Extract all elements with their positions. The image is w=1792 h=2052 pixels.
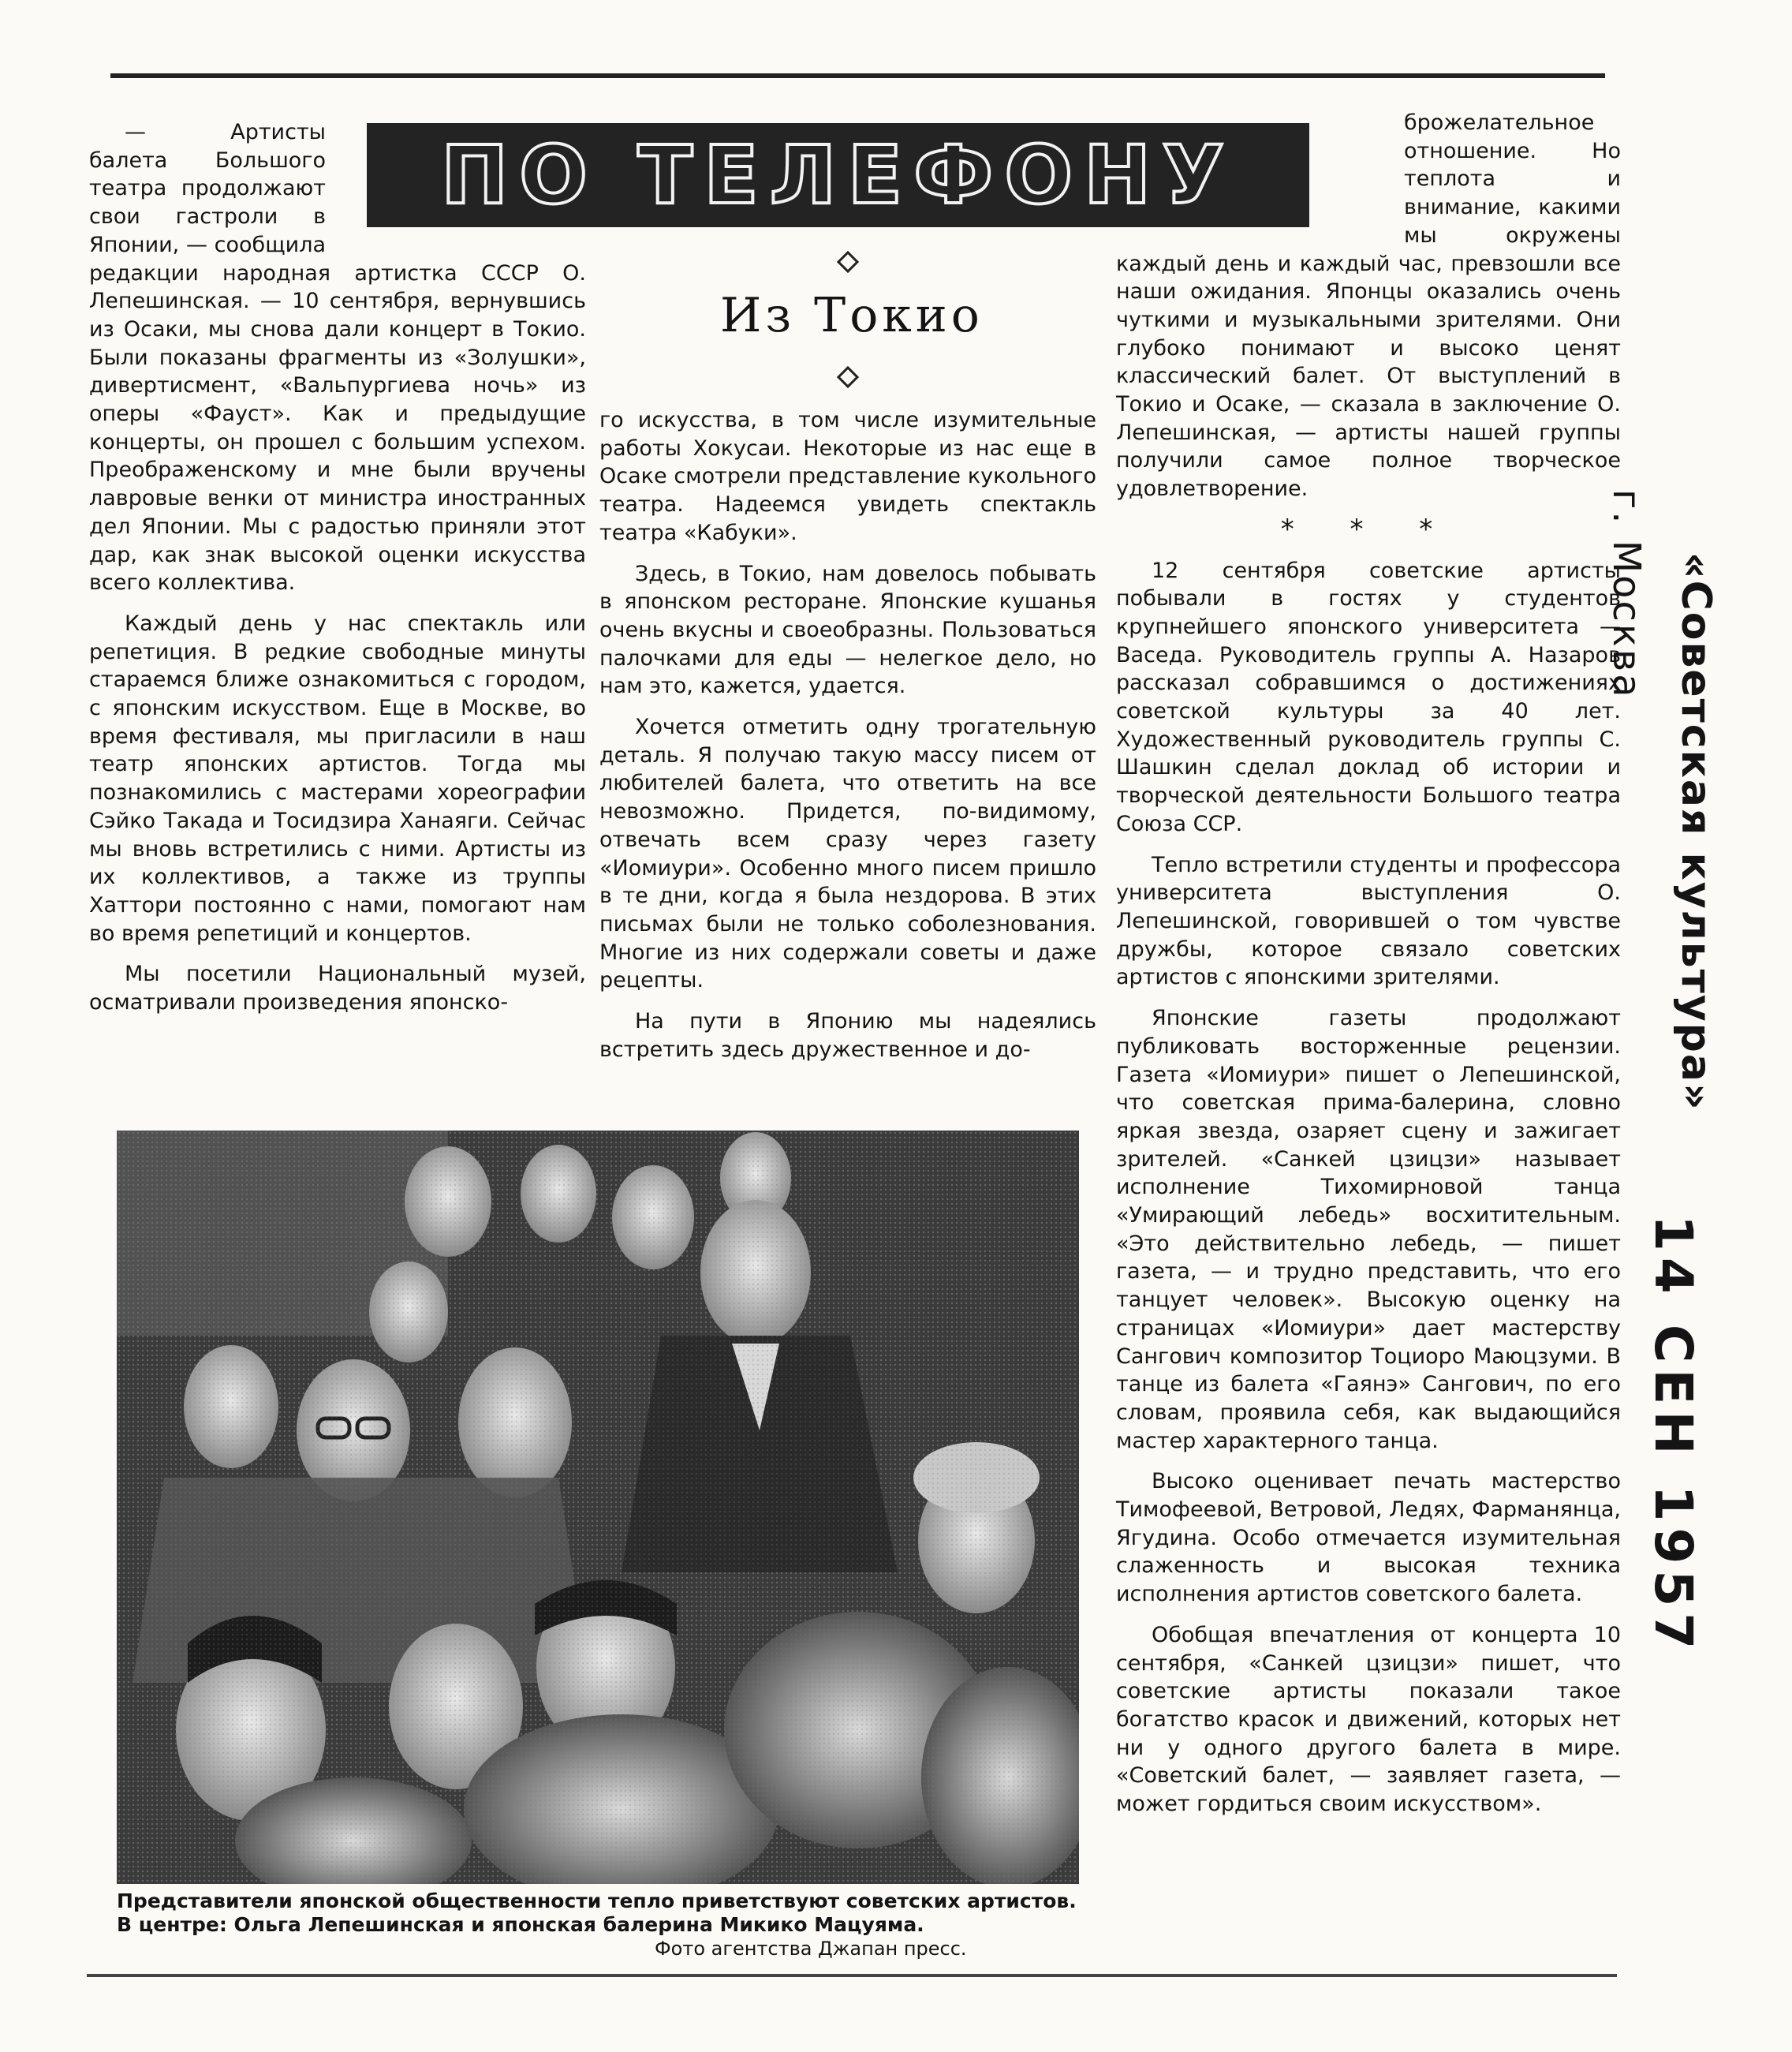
news-photo bbox=[117, 1131, 1079, 1884]
paragraph: Тепло встретили студенты и профессора университета выступления О. Лепешинской, говорившей о том чувстве дружбы, которое связало советских артистов с японскими зрителями. bbox=[1116, 852, 1621, 990]
paragraph: Обобщая впечатления от концерта 10 сентября, «Санкей цзицзи» пишет, что советские артисты показали такое богатство красок и движений, которых нет ни у одного другого балета в мире. «Советский балет, — заявляет газета, — может гордиться своим искусством». bbox=[1116, 1622, 1621, 1817]
article-subtitle: Из Токио bbox=[720, 288, 984, 343]
clipping-stamp-newspaper: «Советская культура» bbox=[1672, 552, 1719, 1112]
paragraph: На пути в Японию мы надеялись встретить здесь дружественное и до- bbox=[599, 1009, 1096, 1062]
paragraph: Каждый день у нас спектакль или репетиция. В редкие свободные минуты стараемся ближе ознакомиться с городом, с японским искусством. Еще в Москве, во время фестиваля, мы пригласили в наш театр японских артистов. Тогда мы познакомились с мастерами хореографии Сэйко Такада и Тосидзира Ханаяги. Сейчас мы вновь встретились с ними. Артисты из их коллективов, а также из труппы Хаттори постоянно с нами, помогают нам во время репетиций и концертов. bbox=[89, 611, 586, 946]
paragraph: Мы посетили Национальный музей, осматривали произведения японско- bbox=[89, 962, 586, 1015]
text-column-2 bbox=[599, 406, 1096, 1076]
paragraph: брожелательное отношение. Но теплота и внимание, какими мы окружены каждый день и каждый час, превзошли все наши ожидания. Японцы оказались очень чуткими и музыкальными зрителями. Они глубоко понимают и высоко ценят классический балет. От выступлений в Токио и Осаке, — сказала в заключение О. Лепешинская, — артисты нашей группы получили самое полное творческое удовлетворение. bbox=[1116, 110, 1621, 502]
text-column-1 bbox=[89, 118, 586, 1030]
diamond-ornament-top bbox=[837, 251, 859, 273]
paragraph: — Артисты балета Большого театра продолжают свои гастроли в Японии, — сообщила редакции народная артистка СССР О. Лепешинская. — 10 сентября, вернувшись из Осаки, мы снова дали концерт в Токио. Были показаны фрагменты из «Золушки», дивертисмент, «Вальпургиева ночь» из оперы «Фауст». Как и предыдущие концерты, он прошел с большим успехом. Преображенскому и мне были вручены лавровые венки от министра иностранных дел Японии. Мы с радостью приняли этот дар, как знак высокой оценки искусства всего коллектива. bbox=[89, 120, 586, 596]
paragraph: Японские газеты продолжают публиковать восторженные рецензии. Газета «Иомиури» пишет о Лепешинской, что советская прима-балерина, словно яркая звезда, озаряет сцену и зажигает зрителей. «Санкей цзицзи» называет исполнение Тихомирновой танца «Умирающий лебедь» восхитительным. «Это действительно лебедь, — пишет газета, — и трудно представить, что его танцует человек». Высокую оценку на страницах «Иомиури» дает мастерству Сангович композитор Тоциоро Маюцзуми. В танце из балета «Гаянэ» Сангович, по его словам, проявила себя, как выдающийся мастер характерного танца. bbox=[1116, 1006, 1621, 1453]
clipping-stamp-city: г. Москва bbox=[1604, 489, 1648, 700]
top-rule bbox=[110, 73, 1605, 78]
rubric-title: ПО ТЕЛЕФОНУ bbox=[440, 128, 1236, 222]
paragraph: Здесь, в Токио, нам довелось побывать в японском ресторане. Японские кушанья очень вкусны и своеобразны. Пользоваться палочками для еды — нелегкое дело, но нам это, кажется, удается. bbox=[599, 561, 1096, 699]
bottom-rule bbox=[87, 1974, 1617, 1977]
section-separator: * * * bbox=[1280, 513, 1457, 545]
text-column-3 bbox=[1116, 109, 1621, 1831]
paragraph: го искусства, в том числе изумительные работы Хокусаи. Некоторые из нас еще в Осаке смотрели представление кукольного театра. Надеемся увидеть спектакль театра «Кабуки». bbox=[599, 408, 1096, 545]
paragraph: Высоко оценивает печать мастерство Тимофеевой, Ветровой, Ледях, Фарманянца, Ягудина. Особо отмечается изумительная слаженность и высокая техника исполнения артистов советского балета. bbox=[1116, 1469, 1621, 1607]
clipping-stamp-date: 14 СЕН 1957 bbox=[1643, 1215, 1704, 1656]
paragraph: 12 сентября советские артисты побывали в гостях у студентов крупнейшего японского университета — Васеда. Руководитель группы А. Назаров рассказал собравшимся о достижениях советской культуры за 40 лет. Художественный руководитель группы С. Шашкин сделал доклад об истории и творческой деятельности Большого театра Союза ССР. bbox=[1116, 558, 1621, 836]
photo-image bbox=[117, 1131, 1079, 1884]
photo-caption: Представители японской общественности тепло приветствуют советских артистов. В центре: Ольга Лепешинская и японская балерина Микико Мацуяма. bbox=[117, 1889, 1077, 1936]
paragraph: Хочется отметить одну трогательную деталь. Я получаю такую массу писем от любителей балета, что ответить на все невозможно. Придется, по-видимому, отвечать всем сразу через газету «Иомиури». Особенно много писем пришло в те дни, когда я была нездорова. В этих письмах были не только соболезнования. Многие из них содержали советы и даже рецепты. bbox=[599, 715, 1096, 993]
diamond-ornament-bottom bbox=[837, 366, 859, 388]
photo-credit: Фото агентства Джапан пресс. bbox=[655, 1938, 967, 1960]
